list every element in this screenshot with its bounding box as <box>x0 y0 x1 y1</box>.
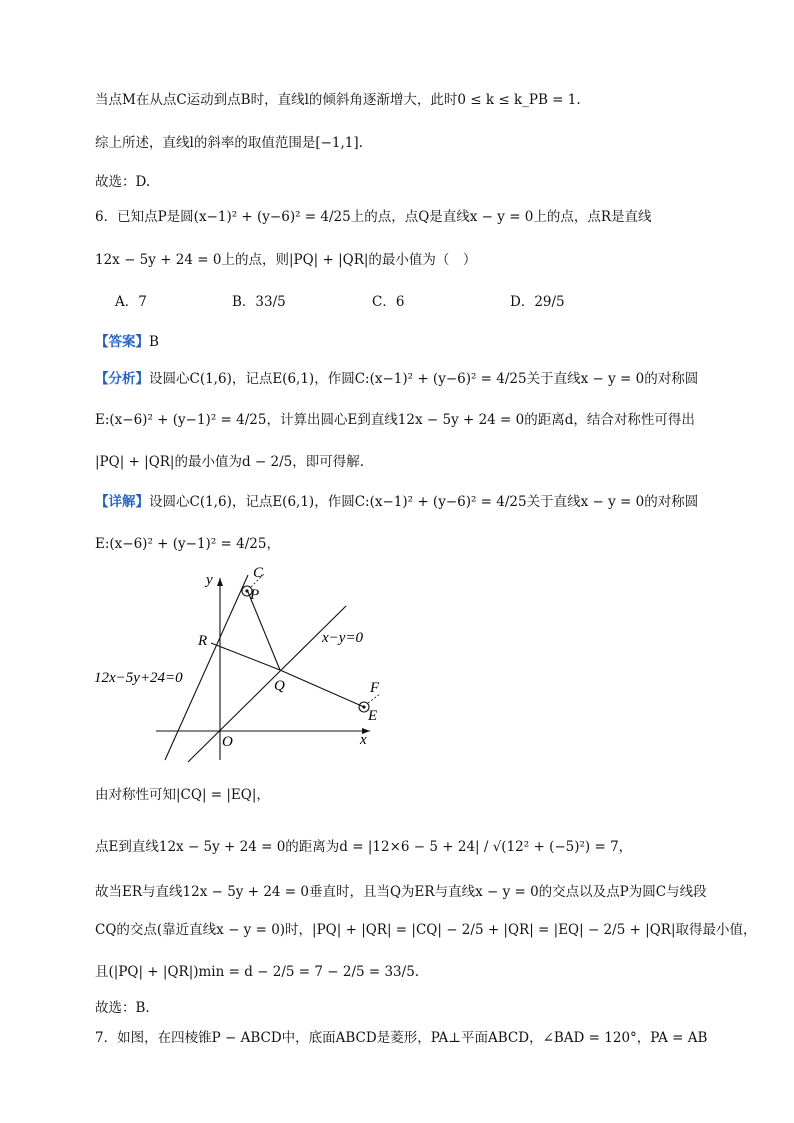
analysis-text: 设圆心C(1,6)，记点E(6,1)，作圆C:(x−1)² + (y−6)² = 4/25关于直线x − y = 0的对称圆 <box>149 371 699 387</box>
analysis-tag: 【分析】 <box>95 371 149 387</box>
label-line-x-minus-y: x−y=0 <box>322 630 364 646</box>
text-line: 故选：D. <box>95 174 151 190</box>
option-b: B．33/5 <box>232 294 286 310</box>
center-c <box>245 589 248 592</box>
label-o: O <box>222 734 233 750</box>
label-q: Q <box>274 678 285 694</box>
solution-line-4: CQ的交点(靠近直线x − y = 0)时，|PQ| + |QR| = |CQ| − 2/5 + |QR| = |EQ| − 2/5 + |QR|取得最小值， <box>95 922 757 938</box>
detail-text: 设圆心C(1,6)，记点E(6,1)，作圆C:(x−1)² + (y−6)² = 4/25关于直线x − y = 0的对称圆 <box>149 494 699 510</box>
label-x: x <box>360 732 367 748</box>
solution-line-5: 且(|PQ| + |QR|)min = d − 2/5 = 7 − 2/5 = 33/5. <box>95 964 420 980</box>
label-c: C <box>253 565 264 581</box>
detail-tag: 【详解】 <box>95 494 149 510</box>
segment-pq <box>248 592 280 670</box>
label-r: R <box>198 633 208 649</box>
analysis-line-3: |PQ| + |QR|的最小值为d − 2/5，即可得解. <box>95 454 365 470</box>
question-7-line: 7．如图，在四棱锥P − ABCD中，底面ABCD是菱形，PA⊥平面ABCD，∠BAD = 120°，PA = AB <box>95 1030 708 1046</box>
label-e: E <box>368 708 378 724</box>
analysis-line-2: E:(x−6)² + (y−1)² = 4/25，计算出圆心E到直线12x − 5y + 24 = 0的距离d，结合对称性可得出 <box>95 412 695 428</box>
geometry-figure <box>90 560 400 770</box>
label-p: P <box>250 587 260 603</box>
answer-value: B <box>149 334 159 350</box>
question-6-line-2: 12x − 5y + 24 = 0上的点，则|PQ| + |QR|的最小值为（ ） <box>95 252 477 268</box>
solution-line-6: 故选：B. <box>95 1000 150 1016</box>
solution-line-2: 点E到直线12x − 5y + 24 = 0的距离为d = |12×6 − 5 + 24| / √(12² + (−5)²) = 7， <box>95 839 633 855</box>
label-line-12x: 12x−5y+24=0 <box>94 670 183 686</box>
segment-qe <box>280 670 364 707</box>
answer-line <box>95 330 159 350</box>
option-d: D．29/5 <box>510 294 565 310</box>
line-12x-5y-24 <box>165 575 248 760</box>
label-y: y <box>206 572 213 588</box>
option-a: A．7 <box>115 294 147 310</box>
analysis-line-1 <box>95 367 698 387</box>
text-line: 综上所述，直线l的斜率的取值范围是[−1,1]. <box>95 135 363 151</box>
detail-line-2: E:(x−6)² + (y−1)² = 4/25， <box>95 536 280 552</box>
text-line: 当点M在从点C运动到点B时，直线l的倾斜角逐渐增大，此时0 ≤ k ≤ k_PB = 1. <box>95 92 581 108</box>
option-c: C．6 <box>372 294 405 310</box>
answer-tag: 【答案】 <box>95 334 149 350</box>
y-axis-arrow <box>217 578 223 586</box>
solution-line-1: 由对称性可知|CQ| = |EQ|， <box>95 787 270 803</box>
center-e <box>362 705 365 708</box>
segment-rq <box>211 643 280 670</box>
question-6-line-1: 6．已知点P是圆(x−1)² + (y−6)² = 4/25上的点，点Q是直线x − y = 0上的点，点R是直线 <box>95 209 652 225</box>
label-f: F <box>370 680 380 696</box>
solution-line-3: 故当ER与直线12x − 5y + 24 = 0垂直时，且当Q为ER与直线x − y = 0的交点以及点P为圆C与线段 <box>95 884 707 900</box>
detail-line-1 <box>95 490 698 510</box>
